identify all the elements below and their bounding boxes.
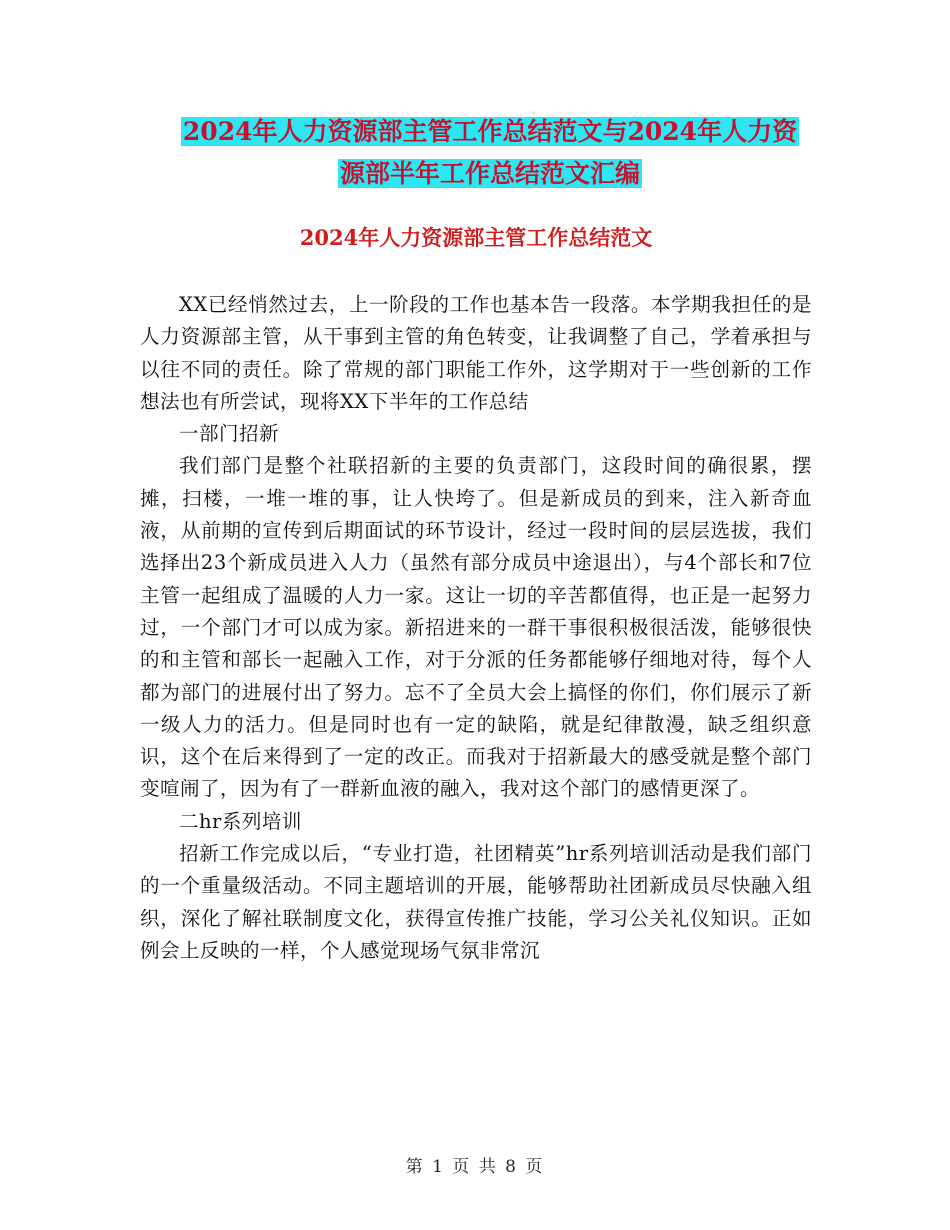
subheading-hr-training: 二hr系列培训 xyxy=(179,809,302,833)
document-title-text-1: 2024年人力资源部主管工作总结范文与2024年人力资 xyxy=(182,117,798,146)
document-body xyxy=(140,289,812,967)
section-title: 2024年人力资源部主管工作总结范文 xyxy=(299,225,653,250)
paragraph-intro: XX已经悄然过去，上一阶段的工作也基本告一段落。本学期我担任的是人力资源部主管，从干事到主管的角色转变，让我调整了自己，学着承担与以往不同的责任。除了常规的部门职能工作外，这学期对于一些创新的工作想法也有所尝试，现将XX下半年的工作总结 xyxy=(140,293,812,413)
page-footer: 第 1 页 共 8 页 xyxy=(405,1157,545,1177)
paragraph-recruitment: 我们部门是整个社联招新的主要的负责部门，这段时间的确很累，摆摊，扫楼，一堆一堆的事，让人快垮了。但是新成员的到来，注入新奇血液，从前期的宣传到后期面试的环节设计，经过一段时间的层层选拔，我们选择出23个新成员进入人力（虽然有部分成员中途退出），与4个部长和7位主管一起组成了温暖的人力一家。这让一切的辛苦都值得，也正是一起努力过，一个部门才可以成为家。新招进来的一群干事很积极很活泼，能够很快的和主管和部长一起融入工作，对于分派的任务都能够仔细地对待，每个人都为部门的进展付出了努力。忘不了全员大会上搞怪的你们，你们展示了新一级人力的活力。但是同时也有一定的缺陷，就是纪律散漫，缺乏组织意识，这个在后来得到了一定的改正。而我对于招新最大的感受就是整个部门变喧闹了，因为有了一群新血液的融入，我对这个部门的感情更深了。 xyxy=(140,454,812,801)
paragraph-hr-training: 招新工作完成以后，“专业打造，社团精英”hr系列培训活动是我们部门的一个重量级活动。不同主题培训的开展，能够帮助社团新成员尽快融入组织，深化了解社联制度文化，获得宣传推广技能，学习公关礼仪知识。正如例会上反映的一样，个人感觉现场气氛非常沉 xyxy=(140,842,812,962)
document-title-text-2: 源部半年工作总结范文汇编 xyxy=(339,159,640,188)
document-title-line-2 xyxy=(140,150,840,198)
document-title-line-1 xyxy=(140,108,840,156)
subheading-recruitment: 一部门招新 xyxy=(179,422,280,446)
